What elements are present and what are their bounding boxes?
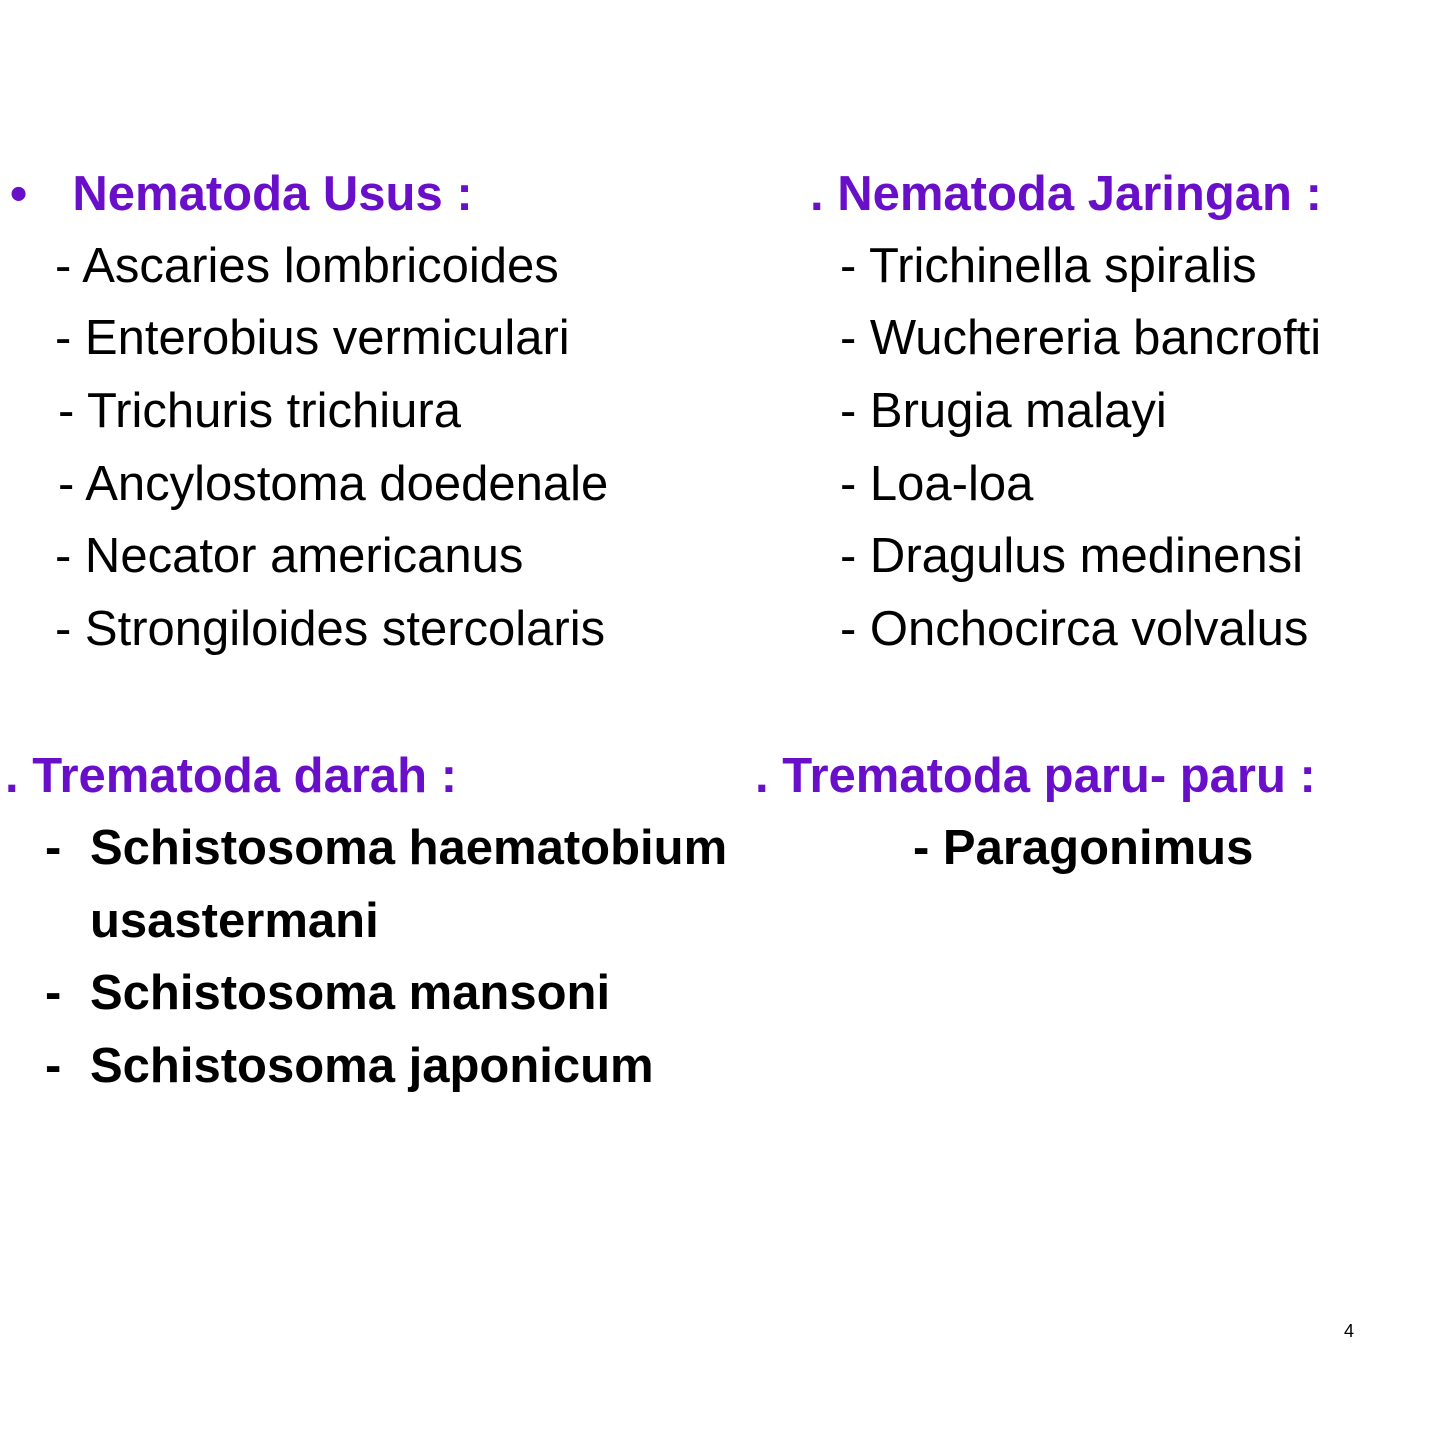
list-item: - Strongiloides stercolaris: [55, 602, 606, 656]
list-item: - Enterobius vermiculari: [55, 311, 570, 365]
list-item: Schistosoma japonicum: [90, 1039, 654, 1093]
bullet-icon: •: [10, 167, 28, 221]
list-item: - Ascaries lombricoides: [55, 239, 559, 293]
list-item: - Necator americanus: [55, 529, 524, 583]
list-item-continuation: usastermani: [90, 894, 379, 948]
list-item-dash: -: [45, 821, 62, 875]
list-item: - Onchocirca volvalus: [840, 602, 1309, 656]
list-item: - Trichinella spiralis: [840, 239, 1257, 293]
list-item: - Ancylostoma doedenale: [58, 457, 609, 511]
list-item: Schistosoma mansoni: [90, 966, 611, 1020]
list-item: - Trichuris trichiura: [58, 384, 461, 438]
list-item: - Loa-loa: [840, 457, 1034, 511]
list-item: - Paragonimus: [913, 821, 1254, 875]
list-item: - Dragulus medinensi: [840, 529, 1303, 583]
list-item: - Wuchereria bancrofti: [840, 311, 1322, 365]
list-item-dash: -: [45, 966, 62, 1020]
nematoda-usus-title: Nematoda Usus :: [72, 167, 473, 221]
list-item-dash: -: [45, 1039, 62, 1093]
page-number: 4: [1344, 1321, 1355, 1341]
nematoda-jaringan-heading: . Nematoda Jaringan :: [810, 167, 1322, 221]
trematoda-paru-heading: . Trematoda paru- paru :: [755, 749, 1316, 803]
trematoda-darah-heading: . Trematoda darah :: [5, 749, 458, 803]
list-item: - Brugia malayi: [840, 384, 1167, 438]
list-item: Schistosoma haematobium: [90, 821, 728, 875]
nematoda-usus-heading: [10, 167, 473, 221]
